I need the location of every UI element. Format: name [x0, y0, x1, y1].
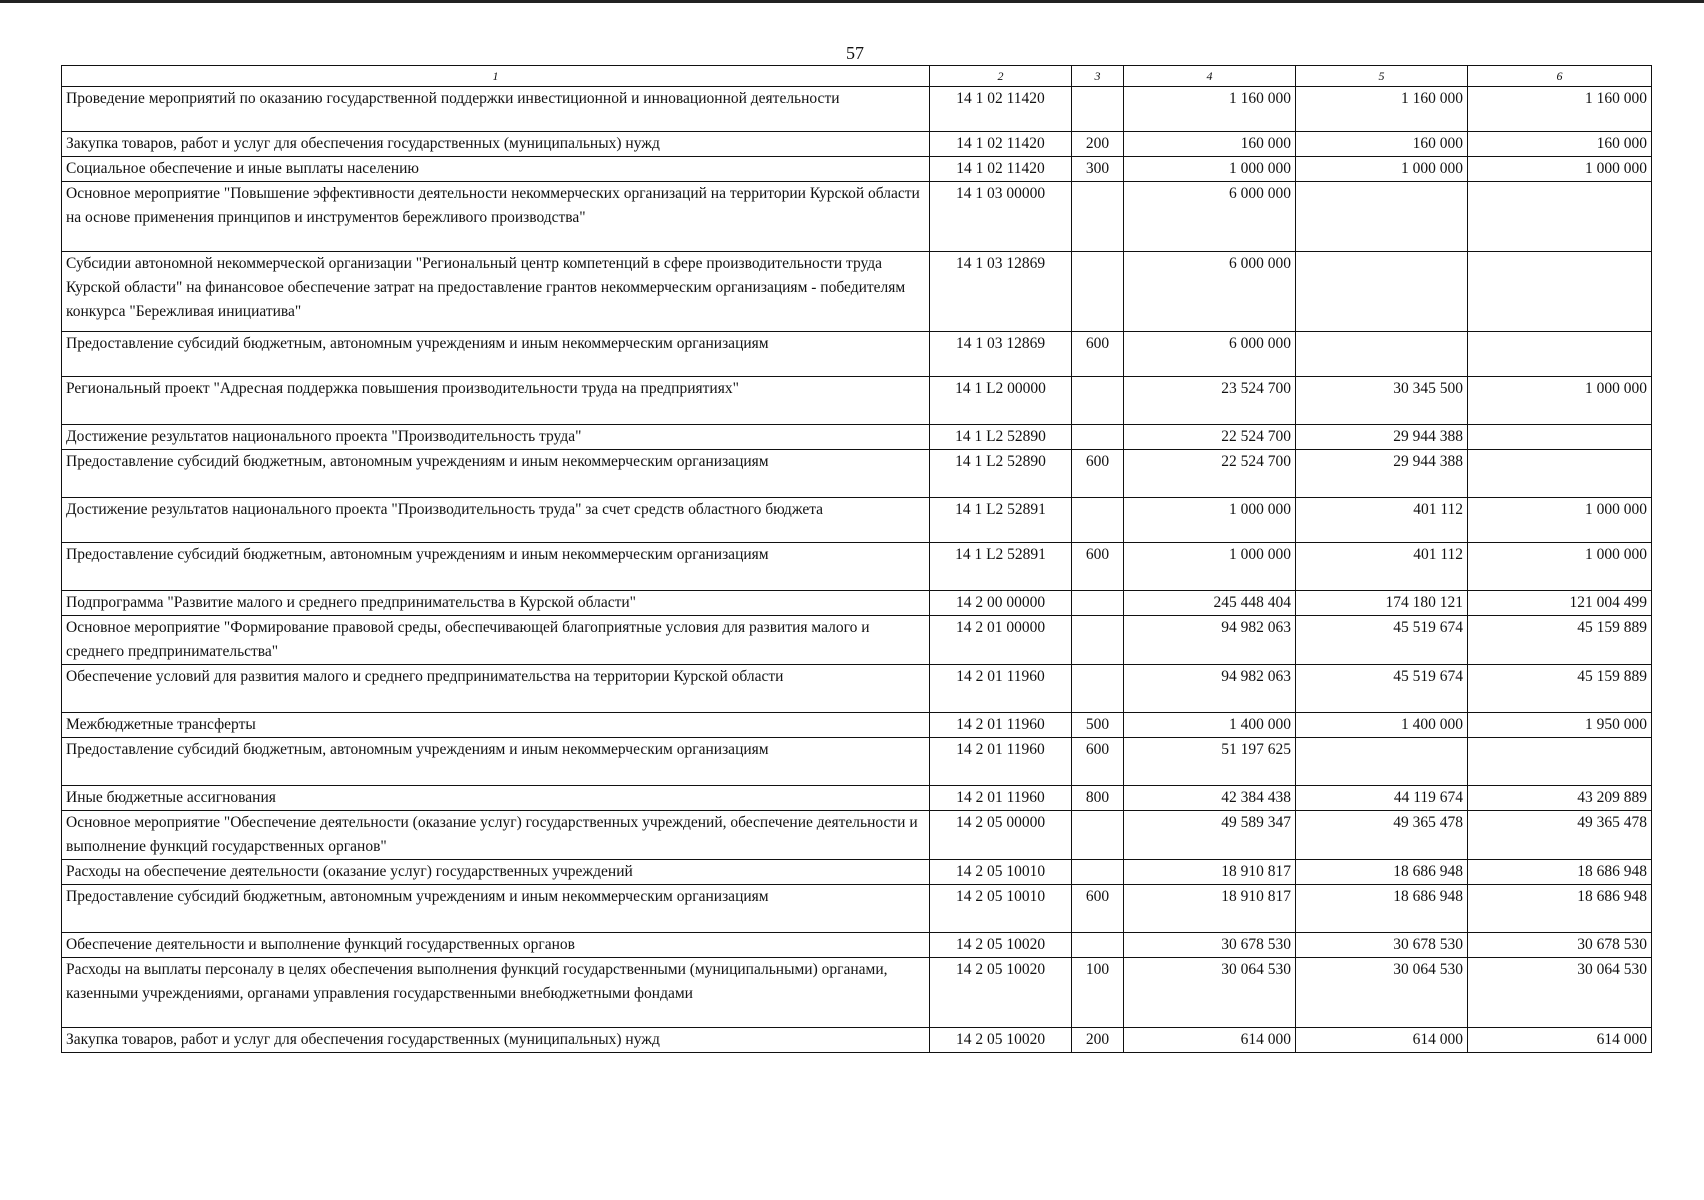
- row-code: 14 2 05 10010: [930, 860, 1072, 885]
- table-row: [62, 713, 1652, 738]
- row-amount-3: [1468, 332, 1652, 377]
- row-code: 14 2 01 11960: [930, 738, 1072, 786]
- row-amount-1: 1 400 000: [1124, 713, 1296, 738]
- row-code: 14 1 02 11420: [930, 157, 1072, 182]
- row-amount-1: 1 000 000: [1124, 498, 1296, 543]
- table-row: [62, 377, 1652, 425]
- row-expense-kind: 600: [1072, 885, 1124, 933]
- row-name: Основное мероприятие "Обеспечение деятельности (оказание услуг) государственных учреждений, обеспечение деятельности и выполнение функций государственных органов": [62, 811, 930, 860]
- row-expense-kind: 600: [1072, 332, 1124, 377]
- header-cell: 1: [62, 66, 930, 87]
- row-amount-1: 614 000: [1124, 1028, 1296, 1053]
- row-amount-3: 49 365 478: [1468, 811, 1652, 860]
- row-expense-kind: 200: [1072, 132, 1124, 157]
- table-row: [62, 543, 1652, 591]
- row-amount-1: 18 910 817: [1124, 860, 1296, 885]
- row-amount-3: 1 000 000: [1468, 377, 1652, 425]
- table-row: [62, 665, 1652, 713]
- table-row: [62, 885, 1652, 933]
- row-expense-kind: [1072, 252, 1124, 332]
- row-amount-2: 160 000: [1296, 132, 1468, 157]
- row-amount-1: 1 160 000: [1124, 87, 1296, 132]
- row-amount-3: 45 159 889: [1468, 665, 1652, 713]
- row-amount-3: 30 678 530: [1468, 933, 1652, 958]
- row-expense-kind: [1072, 182, 1124, 252]
- row-name: Предоставление субсидий бюджетным, автономным учреждениям и иным некоммерческим организациям: [62, 885, 930, 933]
- row-expense-kind: [1072, 377, 1124, 425]
- row-amount-2: 44 119 674: [1296, 786, 1468, 811]
- table-row: [62, 933, 1652, 958]
- row-expense-kind: [1072, 665, 1124, 713]
- row-name: Основное мероприятие "Формирование правовой среды, обеспечивающей благоприятные условия для развития малого и среднего предпринимательства": [62, 616, 930, 665]
- row-amount-2: 1 000 000: [1296, 157, 1468, 182]
- header-row: [62, 66, 1652, 87]
- row-amount-3: 43 209 889: [1468, 786, 1652, 811]
- row-code: 14 2 05 10020: [930, 958, 1072, 1028]
- row-code: 14 2 01 11960: [930, 665, 1072, 713]
- row-code: 14 1 02 11420: [930, 87, 1072, 132]
- row-amount-3: 18 686 948: [1468, 885, 1652, 933]
- row-amount-1: 49 589 347: [1124, 811, 1296, 860]
- row-amount-2: 18 686 948: [1296, 860, 1468, 885]
- row-amount-1: 160 000: [1124, 132, 1296, 157]
- row-amount-2: 1 160 000: [1296, 87, 1468, 132]
- table-row: [62, 860, 1652, 885]
- row-amount-2: 29 944 388: [1296, 450, 1468, 498]
- row-amount-1: 94 982 063: [1124, 665, 1296, 713]
- row-amount-3: 1 000 000: [1468, 543, 1652, 591]
- budget-table: [61, 65, 1652, 1053]
- row-expense-kind: [1072, 616, 1124, 665]
- row-code: 14 2 00 00000: [930, 591, 1072, 616]
- table-row: [62, 738, 1652, 786]
- row-name: Иные бюджетные ассигнования: [62, 786, 930, 811]
- table-row: [62, 332, 1652, 377]
- row-amount-1: 22 524 700: [1124, 425, 1296, 450]
- row-amount-1: 6 000 000: [1124, 332, 1296, 377]
- row-amount-1: 1 000 000: [1124, 157, 1296, 182]
- row-amount-2: [1296, 332, 1468, 377]
- row-name: Предоставление субсидий бюджетным, автономным учреждениям и иным некоммерческим организациям: [62, 332, 930, 377]
- row-expense-kind: 600: [1072, 450, 1124, 498]
- row-name: Проведение мероприятий по оказанию государственной поддержки инвестиционной и инновационной деятельности: [62, 87, 930, 132]
- row-amount-2: 401 112: [1296, 543, 1468, 591]
- row-code: 14 1 03 00000: [930, 182, 1072, 252]
- row-name: Предоставление субсидий бюджетным, автономным учреждениям и иным некоммерческим организациям: [62, 450, 930, 498]
- row-expense-kind: [1072, 811, 1124, 860]
- row-expense-kind: 300: [1072, 157, 1124, 182]
- row-name: Межбюджетные трансферты: [62, 713, 930, 738]
- row-name: Социальное обеспечение и иные выплаты населению: [62, 157, 930, 182]
- row-amount-3: 18 686 948: [1468, 860, 1652, 885]
- row-amount-1: 30 064 530: [1124, 958, 1296, 1028]
- row-amount-1: 1 000 000: [1124, 543, 1296, 591]
- row-amount-2: 174 180 121: [1296, 591, 1468, 616]
- row-amount-3: [1468, 252, 1652, 332]
- header-cell: 6: [1468, 66, 1652, 87]
- row-expense-kind: [1072, 498, 1124, 543]
- row-amount-3: 1 000 000: [1468, 157, 1652, 182]
- row-name: Закупка товаров, работ и услуг для обеспечения государственных (муниципальных) нужд: [62, 1028, 930, 1053]
- row-amount-2: 30 064 530: [1296, 958, 1468, 1028]
- row-amount-3: [1468, 425, 1652, 450]
- row-name: Достижение результатов национального проекта "Производительность труда" за счет средств областного бюджета: [62, 498, 930, 543]
- row-name: Расходы на обеспечение деятельности (оказание услуг) государственных учреждений: [62, 860, 930, 885]
- row-code: 14 2 05 10010: [930, 885, 1072, 933]
- row-amount-2: 30 678 530: [1296, 933, 1468, 958]
- row-amount-2: 45 519 674: [1296, 665, 1468, 713]
- table-row: [62, 958, 1652, 1028]
- row-code: 14 1 03 12869: [930, 332, 1072, 377]
- row-expense-kind: 600: [1072, 738, 1124, 786]
- row-amount-1: 94 982 063: [1124, 616, 1296, 665]
- page-number: 57: [846, 43, 864, 63]
- row-expense-kind: 200: [1072, 1028, 1124, 1053]
- row-expense-kind: 600: [1072, 543, 1124, 591]
- row-expense-kind: [1072, 860, 1124, 885]
- row-code: 14 2 05 00000: [930, 811, 1072, 860]
- row-amount-1: 23 524 700: [1124, 377, 1296, 425]
- row-amount-2: [1296, 738, 1468, 786]
- table-row: [62, 811, 1652, 860]
- row-expense-kind: [1072, 933, 1124, 958]
- row-amount-3: [1468, 450, 1652, 498]
- row-name: Подпрограмма "Развитие малого и среднего предпринимательства в Курской области": [62, 591, 930, 616]
- row-amount-3: 614 000: [1468, 1028, 1652, 1053]
- row-amount-2: 401 112: [1296, 498, 1468, 543]
- header-cell: 3: [1072, 66, 1124, 87]
- row-amount-2: [1296, 182, 1468, 252]
- row-amount-3: 121 004 499: [1468, 591, 1652, 616]
- row-name: Закупка товаров, работ и услуг для обеспечения государственных (муниципальных) нужд: [62, 132, 930, 157]
- row-amount-3: 160 000: [1468, 132, 1652, 157]
- row-amount-1: 30 678 530: [1124, 933, 1296, 958]
- row-amount-2: 18 686 948: [1296, 885, 1468, 933]
- row-name: Предоставление субсидий бюджетным, автономным учреждениям и иным некоммерческим организациям: [62, 738, 930, 786]
- row-code: 14 2 01 11960: [930, 713, 1072, 738]
- row-amount-3: [1468, 738, 1652, 786]
- row-amount-1: 51 197 625: [1124, 738, 1296, 786]
- table-row: [62, 252, 1652, 332]
- row-expense-kind: [1072, 87, 1124, 132]
- row-name: Региональный проект "Адресная поддержка повышения производительности труда на предприятиях": [62, 377, 930, 425]
- row-name: Основное мероприятие "Повышение эффективности деятельности некоммерческих организаций на территории Курской области на основе применения принципов и инструментов бережливого производства": [62, 182, 930, 252]
- row-amount-2: 1 400 000: [1296, 713, 1468, 738]
- table-row: [62, 450, 1652, 498]
- row-code: 14 1 L2 00000: [930, 377, 1072, 425]
- row-expense-kind: 100: [1072, 958, 1124, 1028]
- row-amount-3: 1 160 000: [1468, 87, 1652, 132]
- row-code: 14 2 05 10020: [930, 1028, 1072, 1053]
- header-cell: 5: [1296, 66, 1468, 87]
- row-amount-2: 29 944 388: [1296, 425, 1468, 450]
- row-code: 14 2 05 10020: [930, 933, 1072, 958]
- table-row: [62, 786, 1652, 811]
- table-row: [62, 498, 1652, 543]
- row-amount-2: 30 345 500: [1296, 377, 1468, 425]
- row-amount-1: 18 910 817: [1124, 885, 1296, 933]
- row-amount-3: [1468, 182, 1652, 252]
- row-code: 14 1 02 11420: [930, 132, 1072, 157]
- row-amount-3: 1 000 000: [1468, 498, 1652, 543]
- header-cell: 2: [930, 66, 1072, 87]
- row-amount-1: 6 000 000: [1124, 252, 1296, 332]
- table-row: [62, 182, 1652, 252]
- row-amount-3: 30 064 530: [1468, 958, 1652, 1028]
- row-amount-2: 49 365 478: [1296, 811, 1468, 860]
- table-row: [62, 157, 1652, 182]
- row-amount-1: 22 524 700: [1124, 450, 1296, 498]
- table-row: [62, 1028, 1652, 1053]
- row-amount-3: 45 159 889: [1468, 616, 1652, 665]
- row-name: Предоставление субсидий бюджетным, автономным учреждениям и иным некоммерческим организациям: [62, 543, 930, 591]
- row-amount-2: 614 000: [1296, 1028, 1468, 1053]
- header-cell: 4: [1124, 66, 1296, 87]
- row-expense-kind: [1072, 591, 1124, 616]
- row-amount-1: 6 000 000: [1124, 182, 1296, 252]
- table-row: [62, 616, 1652, 665]
- row-code: 14 1 L2 52890: [930, 450, 1072, 498]
- row-expense-kind: [1072, 425, 1124, 450]
- row-name: Обеспечение условий для развития малого и среднего предпринимательства на территории Курской области: [62, 665, 930, 713]
- table-row: [62, 132, 1652, 157]
- row-code: 14 1 L2 52891: [930, 543, 1072, 591]
- row-amount-3: 1 950 000: [1468, 713, 1652, 738]
- row-name: Достижение результатов национального проекта "Производительность труда": [62, 425, 930, 450]
- row-amount-1: 245 448 404: [1124, 591, 1296, 616]
- row-name: Расходы на выплаты персоналу в целях обеспечения выполнения функций государственными (муниципальными) органами, казенными учреждениями, органами управления государственными внебюджетными фондами: [62, 958, 930, 1028]
- row-code: 14 1 03 12869: [930, 252, 1072, 332]
- scan-edge-line: [0, 0, 1704, 3]
- row-amount-2: 45 519 674: [1296, 616, 1468, 665]
- table-row: [62, 425, 1652, 450]
- row-code: 14 1 L2 52891: [930, 498, 1072, 543]
- row-amount-2: [1296, 252, 1468, 332]
- row-code: 14 2 01 00000: [930, 616, 1072, 665]
- row-expense-kind: 500: [1072, 713, 1124, 738]
- row-name: Обеспечение деятельности и выполнение функций государственных органов: [62, 933, 930, 958]
- row-name: Субсидии автономной некоммерческой организации "Региональный центр компетенций в сфере производительности труда Курской области" на финансовое обеспечение затрат на предоставление грантов некоммерческим организациям - победителям конкурса "Бережливая инициатива": [62, 252, 930, 332]
- row-code: 14 1 L2 52890: [930, 425, 1072, 450]
- row-code: 14 2 01 11960: [930, 786, 1072, 811]
- table-row: [62, 87, 1652, 132]
- table-row: [62, 591, 1652, 616]
- row-amount-1: 42 384 438: [1124, 786, 1296, 811]
- row-expense-kind: 800: [1072, 786, 1124, 811]
